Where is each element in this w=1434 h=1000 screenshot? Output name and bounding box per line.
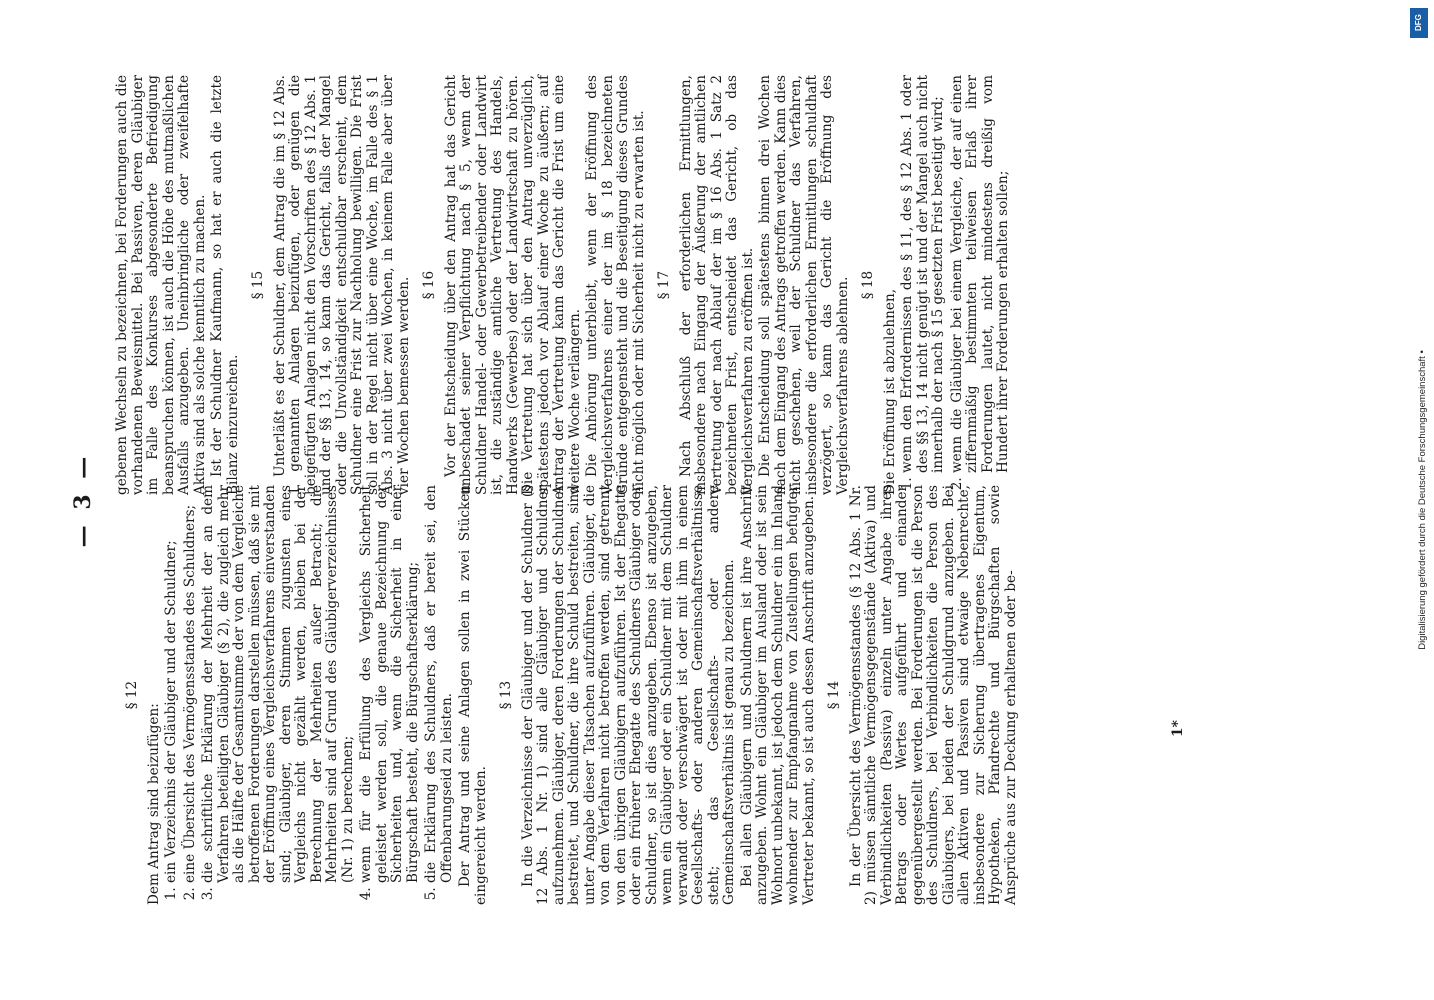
- right-text-column: [115, 75, 1015, 495]
- sheet-signature: 1*: [1170, 720, 1186, 738]
- section-16-paragraph-1: Vor der Entscheidung über den Antrag hat das Gericht unbeschadet seiner Verpflichtung nach § 5, wenn der Schuldner Handel- oder Gewerbetreibender oder Landwirt ist, die zuständige amtliche Vertretung des Handels, Handwerks (Gewerbes) oder der Landwirtschaft zu hören. Die Vertretung hat sich über den Antrag unverzüglich, spätestens jedoch vor Ablauf einer Woche zu äußern; auf Antrag der Vertretung kann das Gericht die Frist um eine weitere Woche verlängern.: [442, 75, 583, 495]
- list-item: 4. wenn für die Erfüllung des Vergleichs Sicherheit geleistet werden soll, die genaue Bezeichnung der Sicherheiten und, wenn die Sicherheit in einer Bürgschaft besteht, die Bürgschaftserklärung;: [359, 485, 421, 883]
- dfg-logo: DFG: [1410, 8, 1428, 38]
- section-15-paragraph-1: Unterläßt es der Schuldner, dem Antrag die im § 12 Abs. 1 genannten Anlagen beizufügen, oder genügen die beigefügten Anlagen nicht den Vorschriften des § 12 Abs. 1 und der §§ 13, 14, so kann das Gericht, falls der Mangel oder die Unvollständigkeit entschuldbar erscheint, dem Schuldner eine Frist zur Nachholung bewilligen. Die Frist soll in der Regel nicht über eine Woche, im Falle des § 1 Abs. 3 nicht über zwei Wochen, in keinem Falle aber über vier Wochen bemessen werden.: [271, 75, 412, 495]
- list-item: 5. die Erklärung des Schuldners, daß er bereit sei, den Offenbarungseid zu leisten.: [424, 485, 455, 883]
- section-12-intro: Dem Antrag sind beizufügen:: [145, 703, 162, 905]
- section-16-paragraph-2: Die Anhörung unterbleibt, wenn der Eröffnung des Vergleichsverfahrens einer der im § 18 bezeichneten Gründe entgegensteht und die Beseitigung dieses Grundes nicht möglich oder mit Sicherheit nicht zu erwarten ist.: [584, 75, 647, 495]
- section-17-paragraph-1: Nach Abschluß der erforderlichen Ermittlungen, insbesondere nach Eingang der Äußerung der amtlichen Vertretung oder nach Ablauf der im § 16 Abs. 1 Satz 2 bezeichneten Frist, entscheidet das Gericht, ob das Vergleichsverfahren zu eröffnen ist.: [677, 75, 756, 495]
- digitization-sidebar: [1400, 0, 1434, 1000]
- page-number-header: — 3 —: [70, 452, 96, 548]
- section-18-list: [900, 75, 1012, 495]
- list-item: 2. wenn die Gläubiger bei einem Vergleiche, der auf einen ziffernmäßig bestimmten teilweisen Erlaß ihrer Forderungen lautet, nicht mindestens dreißig vom Hundert ihrer Forderungen erhalten sollen;: [950, 75, 1012, 473]
- section-heading-15: § 15: [250, 270, 266, 300]
- list-item: 1. wenn den Erfordernissen des § 11, des § 12 Abs. 1 oder des §§ 13, 14 nicht genügt ist und der Mangel auch nicht innerhalb der nach § 15 gesetzten Frist beseitigt wird;: [900, 75, 947, 473]
- left-text-column: [115, 485, 1021, 905]
- section-heading-12: § 12: [124, 680, 140, 710]
- section-12-closing: Der Antrag und seine Anlagen sollen in zwei Stücken eingereicht werden.: [457, 485, 489, 905]
- section-13-paragraph-2: Bei allen Gläubigern und Schuldnern ist ihre Anschrift anzugeben. Wohnt ein Gläubiger im Ausland oder ist sein Wohnort unbekannt, ist jedoch dem Schuldner ein im Inland wohnender zur Empfangnahme von Zustellungen befugter Vertreter bekannt, so ist auch dessen Anschrift anzugeben.: [738, 485, 817, 905]
- section-heading-13: § 13: [498, 680, 514, 710]
- list-item: 3. die schriftliche Erklärung der Mehrheit der an dem Verfahren beteiligten Gläubiger (§ 2), die zugleich mehr als die Hälfte der Gesamtsumme der von dem Vergleiche betroffenen Forderungen darstellen müssen, daß sie mit der Eröffnung eines Vergleichsverfahrens einverstanden sind; Gläubiger, deren Stimmen zugunsten eines Vergleichs nicht gezählt werden, bleiben bei der Berechnung der Mehrheiten außer Betracht; die Mehrheiten sind auf Grund des Gläubigerverzeichnisses (Nr. 1) zu berechnen;: [201, 485, 356, 883]
- section-17-paragraph-2: Die Entscheidung soll spätestens binnen drei Wochen nach dem Eingang des Antrags getroffen werden. Kann dies nicht geschehen, weil der Schuldner das Verfahren, insbesondere die erforderlichen Ermittlungen schuldhaft verzögert, so kann das Gericht die Eröffnung des Vergleichsverfahrens ablehnen.: [757, 75, 851, 495]
- digitization-credit: Digitalisierung gefördert durch die Deutsche Forschungsgemeinschaft •: [1417, 350, 1428, 650]
- section-heading-17: § 17: [656, 270, 672, 300]
- list-item: 2. eine Übersicht des Vermögensstandes des Schuldners;: [183, 485, 199, 883]
- section-13-paragraph-1: In die Verzeichnisse der Gläubiger und der Schuldner (§ 12 Abs. 1 Nr. 1) sind alle Gläubiger und Schuldner aufzunehmen. Gläubiger, deren Forderungen der Schuldner bestreitet, und Schuldner, die ihre Schuld bestreiten, sind unter Angabe dieser Tatsachen aufzuführen. Gläubiger, die von dem Verfahren nicht betroffen werden, sind getrennt von den übrigen Gläubigern aufzuführen. Ist der Ehegatte oder ein früherer Ehegatte des Schuldners Gläubiger oder Schuldner, so ist dies anzugeben. Ebenso ist anzugeben, wenn ein Gläubiger oder ein Schuldner mit dem Schuldner verwandt oder verschwägert ist oder mit ihm in einem Gesellschafts- oder anderen Gemeinschaftsverhältnisse steht; das Gesellschafts- oder andere Gemeinschaftsverhältnis ist genau zu bezeichnen.: [519, 485, 737, 905]
- list-item: 1. ein Verzeichnis der Gläubiger und der Schuldner;: [164, 485, 180, 883]
- section-12-list: [164, 485, 455, 905]
- section-heading-18: § 18: [860, 270, 876, 300]
- section-14-continuation: gebenen Wechseln zu bezeichnen, bei Forderungen auch die vorhandenen Beweismittel. Bei Passiven, deren Gläubiger im Falle des Konkurses abgesonderte Befriedigung beanspruchen können, ist auch die Höhe des mutmaßlichen Ausfalls anzugeben. Uneinbringliche oder zweifelhafte Aktiva sind als solche kenntlich zu machen.: [114, 75, 208, 495]
- section-heading-16: § 16: [421, 270, 437, 300]
- section-18-intro: Die Eröffnung ist abzulehnen,: [881, 288, 898, 495]
- section-14-paragraph-2: Ist der Schuldner Kaufmann, so hat er auch die letzte Bilanz einzureichen.: [209, 75, 241, 495]
- section-heading-14: § 14: [826, 680, 842, 710]
- section-14-paragraph-1: In der Übersicht des Vermögensstandes (§ 12 Abs. 1 Nr. 2) müssen sämtliche Vermögensgegenstände (Aktiva) und Verbindlichkeiten (Passiva) einzeln unter Angabe ihres Betrags oder Wertes aufgeführt und einander gegenübergestellt werden. Bei Forderungen ist die Person des Schuldners, bei Verbindlichkeiten die Person des Gläubigers, bei beiden der Schuldgrund anzugeben. Bei allen Aktiven und Passiven sind etwaige Nebenrechte, insbesondere zur Sicherung übertragenes Eigentum, Hypotheken, Pfandrechte und Bürgschaften sowie Ansprüche aus zur Deckung erhaltenen oder be-: [847, 485, 1019, 905]
